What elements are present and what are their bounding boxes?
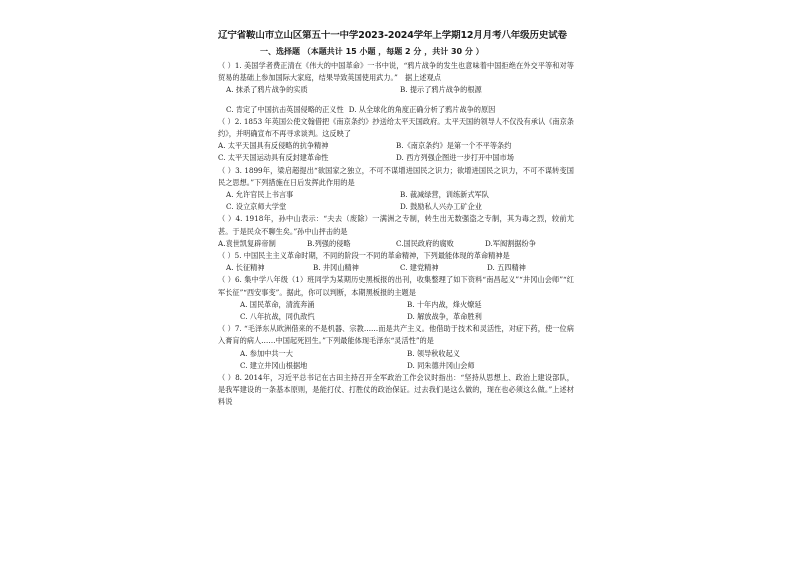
option: A. 参加中共一大	[240, 348, 293, 358]
option: D. 同朱德井冈山会师	[407, 360, 475, 370]
question-stem: （ ）2. 1853 年英国公使文翰借把《南京条约》抄送给太平天国政府。太平天国的领导人不仅没有承认《南京条约》，并明确宣布不再寻求谈判。这反映了	[218, 116, 574, 139]
question-options	[218, 140, 574, 164]
question-1	[218, 60, 574, 116]
question-3	[218, 165, 574, 214]
option: D. 从全球化的角度正确分析了鸦片战争的原因	[348, 104, 496, 114]
question-options	[218, 238, 574, 250]
option: C. 设立京师大学堂	[226, 202, 287, 212]
option: C. 肯定了中国抗击英国侵略的正义性	[226, 104, 344, 114]
option: B.列强的侵略	[307, 238, 351, 248]
option: A. 太平天国具有反侵略的抗争精神	[218, 141, 329, 151]
option: A.袁世凯复辟帝制	[218, 238, 276, 248]
question-5	[218, 250, 574, 274]
option: A. 长征精神	[226, 263, 265, 273]
option: A. 国民革命，清流奔涌	[240, 299, 315, 309]
question-stem: （ ）8. 2014年，习近平总书记在古田主持召开全军政治工作会议时指出：“坚持从思想上、政治上建设部队，是我军建设的一条基本原则，是能打仗、打胜仗的政治保证。过去我们是这么做的，现在也必须这么做。”上述材料说	[218, 373, 574, 407]
option: B. 井冈山精神	[313, 263, 359, 273]
question-stem: （ ）4. 1918年，孙中山表示：“夫去（废除）一满洲之专制，转生出无数强盗之专制，其为毒之烈，较前尤甚。于是民众不聊生矣。”孙中山抨击的是	[218, 214, 574, 236]
option: B. 提示了鸦片战争的根源	[400, 85, 482, 95]
question-8	[218, 372, 574, 409]
question-options	[218, 299, 574, 323]
option: B. 裁减绿营，训练新式军队	[400, 190, 489, 200]
option: C. 建党精神	[400, 263, 439, 273]
question-7	[218, 323, 574, 372]
option: D. 五四精神	[487, 263, 526, 273]
question-stem: （ ）1. 美国学者费正清在《伟大的中国革命》一书中说，“鸦片战争的发生也意味着中国拒绝在外交平等和对等贸易的基础上参加国际大家庭，结果导致英国使用武力。” 据上述观点	[218, 61, 574, 83]
option: C. 太平天国运动具有反封建革命性	[218, 153, 329, 163]
option: B.《南京条约》是第一个不平等条约	[396, 141, 512, 151]
option: C.国民政府的腐败	[396, 238, 454, 248]
exam-title: 辽宁省鞍山市立山区第五十一中学2023-2024学年上学期12月月考八年级历史试卷	[218, 30, 567, 41]
question-stem: （ ）3. 1899年，梁启超提出“欲国家之独立，不可不谋增进国民之识力；欲增进国民之识力，不可不谋转变国民之思想。”下列措施在日后发挥此作用的是	[218, 165, 574, 187]
option: D. 西方列强企图进一步打开中国市场	[396, 153, 514, 163]
exam-sheet	[218, 30, 574, 561]
question-options	[218, 84, 574, 96]
question-2	[218, 116, 574, 165]
question-options	[218, 262, 574, 274]
question-6	[218, 274, 574, 323]
option: D. 解放战争，革命胜利	[407, 312, 482, 322]
question-options	[218, 348, 574, 372]
option: A. 允许官民上书言事	[226, 190, 294, 200]
option: C. 八年抗战，同仇敌忾	[240, 312, 315, 322]
option: B. 领导秋收起义	[407, 348, 460, 358]
option: C. 建立井冈山根据地	[240, 360, 308, 370]
option: A. 抹杀了鸦片战争的实质	[226, 85, 308, 95]
option: D.军阀割据纷争	[485, 238, 536, 248]
question-stem: （ ）7. “毛泽东从欧洲借来的不是机器、宗教……而是共产主义。他借助于技术和灵活性，对症下药，使一位病入膏肓的病人……中国起死回生。”下列最能体现毛泽东“灵活性”的是	[218, 324, 574, 346]
question-4	[218, 213, 574, 250]
question-options	[218, 189, 574, 213]
question-stem: （ ）6. 集中学八年级（1）班同学为某期历史黑板报的出刊，收集整理了如下资料“南昌起义”“井冈山会师”“红军长征”“西安事变”。据此，你可以判断，本期黑板报的主题是	[218, 275, 574, 297]
option: D. 鼓励私人兴办工矿企业	[400, 202, 482, 212]
section-heading: 一、选择题 （本题共计 15 小题 ，每题 2 分 ，共计 30 分 ）	[260, 47, 484, 56]
option: B. 十年内战，烽火燎延	[407, 299, 482, 309]
question-stem: （ ）5. 中国民主主义革命时期，不同的阶段一不同的革命精神，下列最能体现的革命精神是	[218, 251, 510, 261]
